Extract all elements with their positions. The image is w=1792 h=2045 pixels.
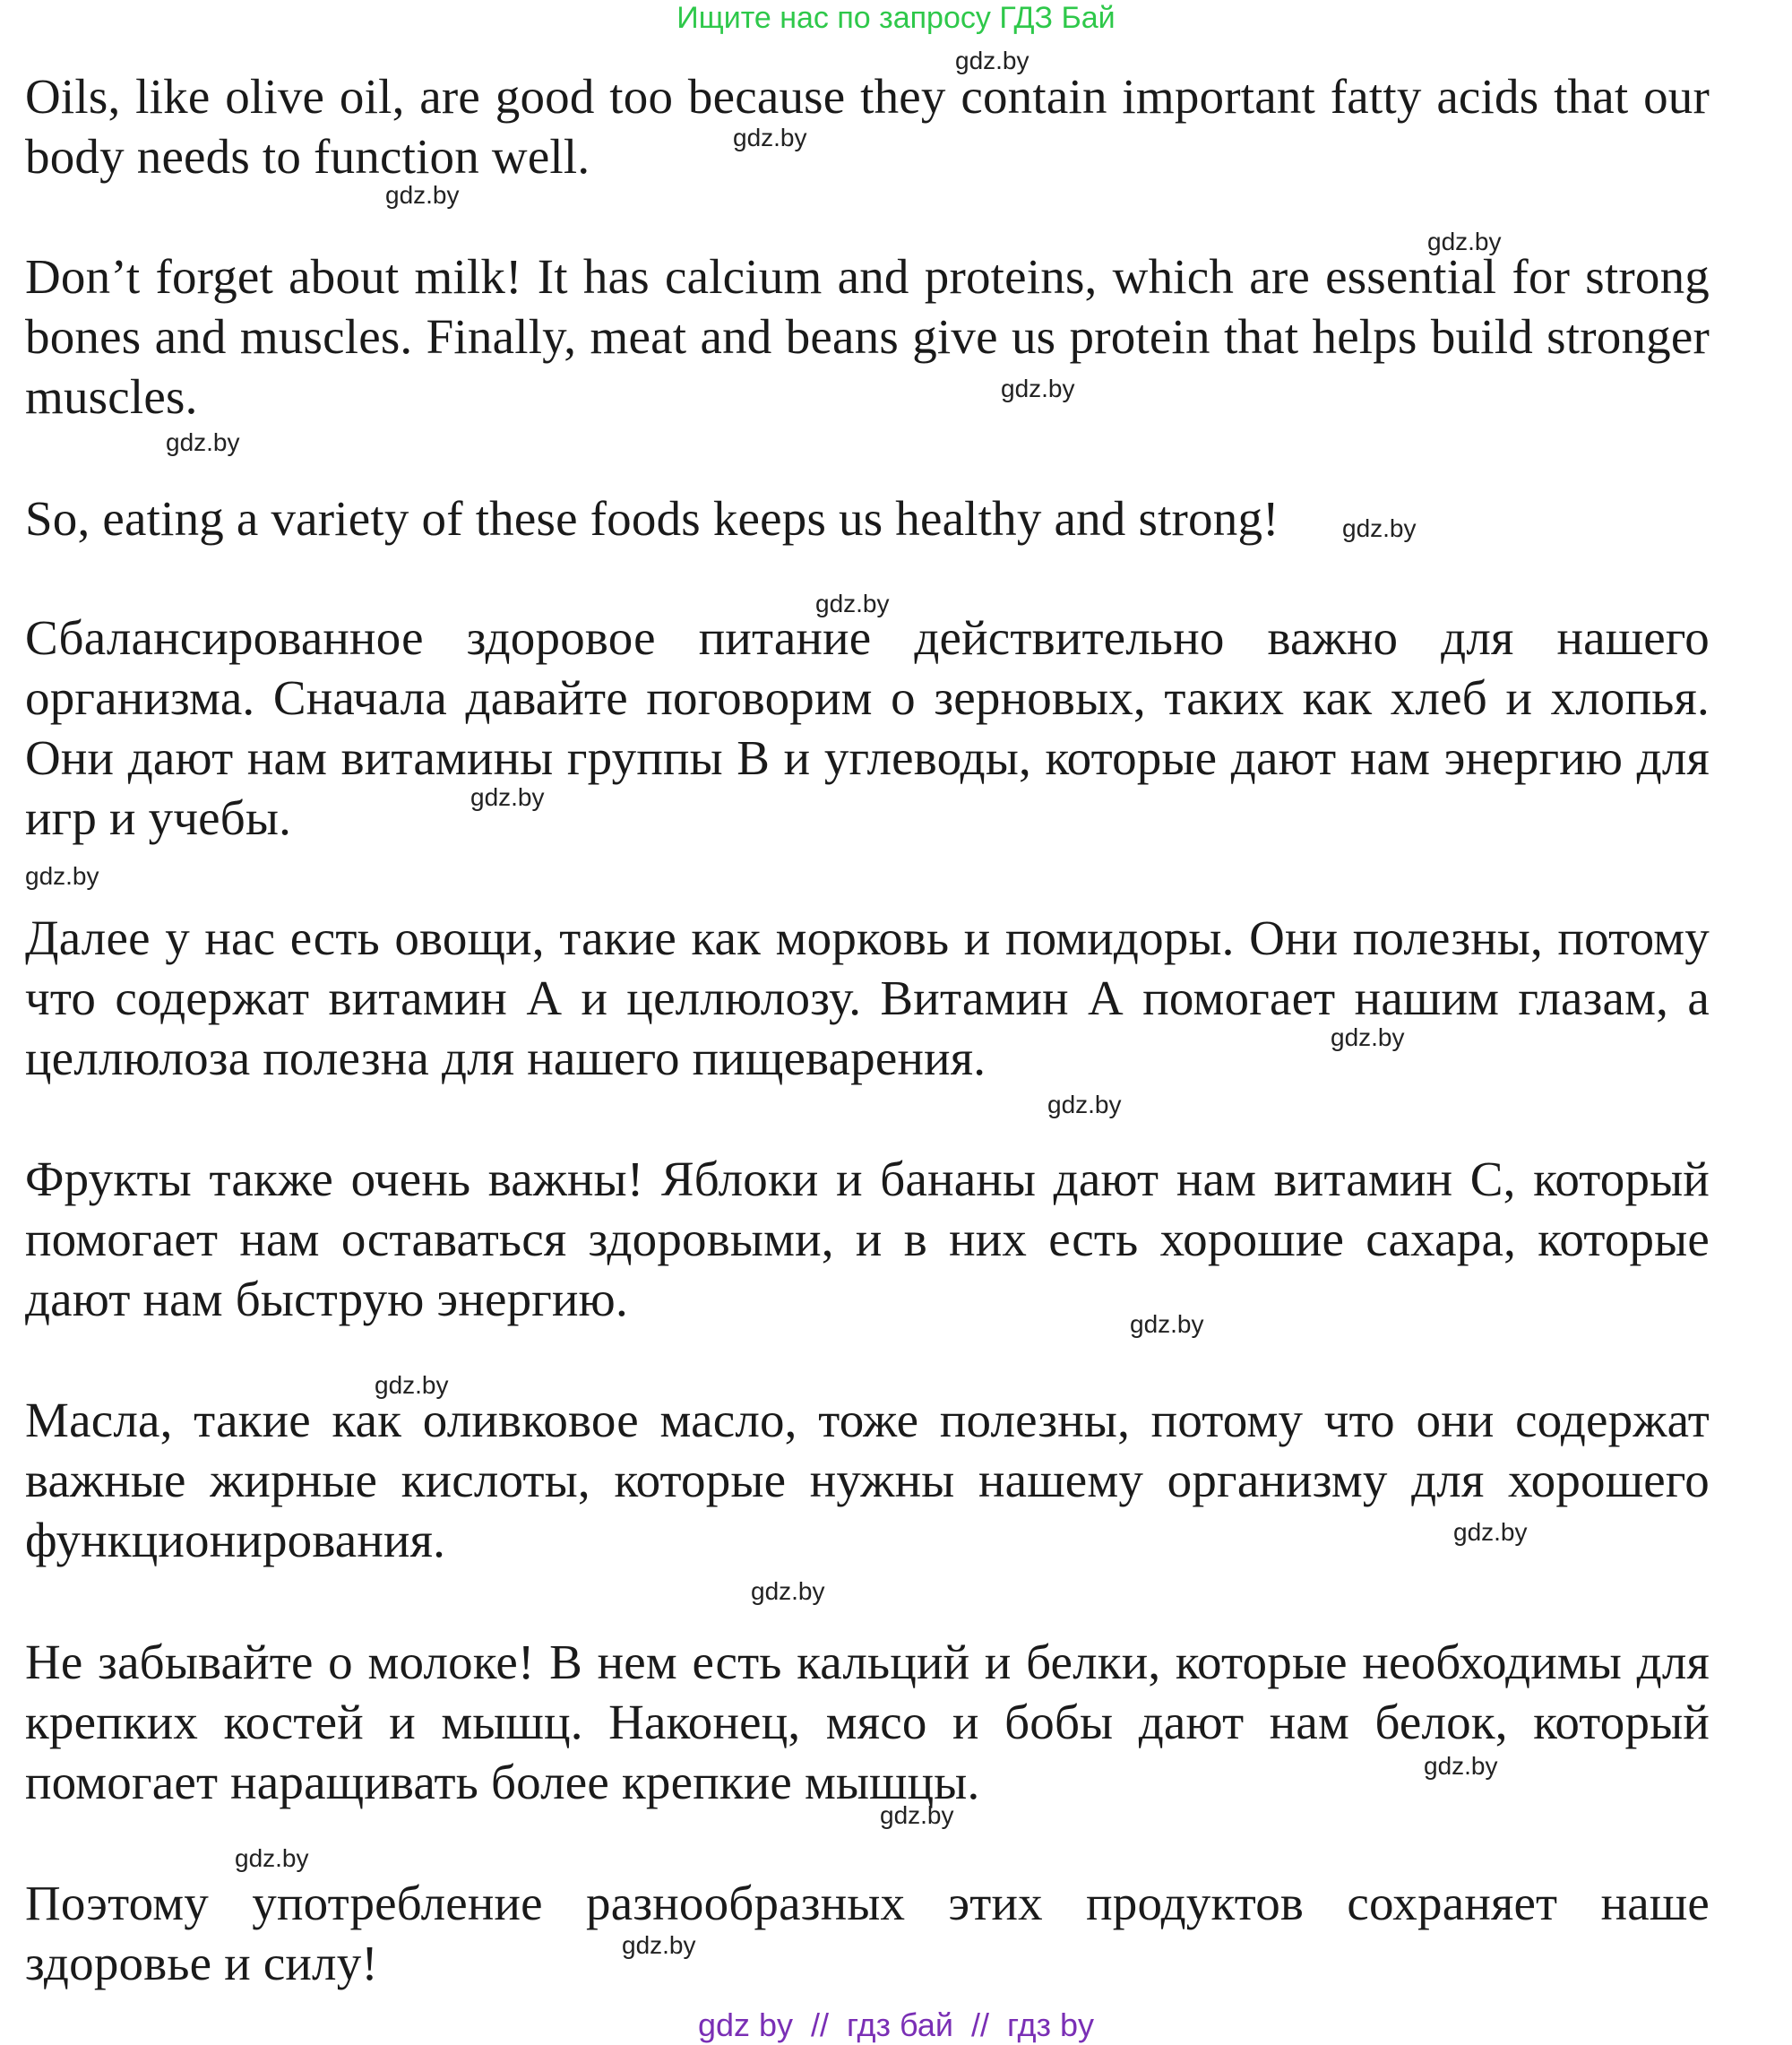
watermark: gdz.by [1001, 375, 1075, 402]
watermark: gdz.by [1342, 514, 1417, 542]
watermark: gdz.by [751, 1577, 825, 1605]
watermark: gdz.by [1453, 1518, 1528, 1546]
watermark: gdz.by [166, 428, 240, 456]
paragraph-milk-en: Don’t forget about milk! It has calcium and proteins, which are essential for strong bones and muscles. Finally, meat and beans give us protein that helps build stronger muscles. [25, 249, 1710, 424]
paragraph-fruits-ru: Фрукты также очень важны! Яблоки и бананы дают нам витамин С, который помогает нам оставаться здоровыми, и в них есть хорошие сахара, которые дают нам быструю энергию. [25, 1152, 1710, 1326]
watermark: gdz.by [955, 47, 1030, 74]
watermark: gdz.by [1331, 1023, 1405, 1051]
footer-links: gdz by // гдз бай // гдз by [697, 2006, 1095, 2043]
watermark: gdz.by [1424, 1752, 1498, 1780]
watermark: gdz.by [385, 181, 460, 209]
paragraph-milk-ru: Не забывайте о молоке! В нем есть кальций и белки, которые необходимы для крепких костей и мышц. Наконец, мясо и бобы дают нам белок, который помогает наращивать более крепкие мышцы. [25, 1635, 1710, 1809]
paragraph-summary-en: So, eating a variety of these foods keeps us healthy and strong! [25, 491, 1279, 546]
watermark: gdz.by [622, 1931, 696, 1959]
watermark: gdz.by [1047, 1091, 1122, 1118]
watermark: gdz.by [1130, 1310, 1204, 1338]
watermark: gdz.by [733, 124, 807, 151]
watermark: gdz.by [470, 783, 545, 811]
watermark: gdz.by [815, 590, 890, 617]
watermark: gdz.by [235, 1844, 309, 1872]
search-banner: Ищите нас по запросу ГДЗ Бай [676, 1, 1116, 35]
watermark: gdz.by [1427, 228, 1502, 255]
paragraph-oils-ru: Масла, такие как оливковое масло, тоже полезны, потому что они содержат важные жирные кислоты, которые нужны нашему организму для хорошего функционирования. [25, 1393, 1710, 1567]
watermark: gdz.by [375, 1371, 449, 1399]
paragraph-grains-ru: Сбалансированное здоровое питание действительно важно для нашего организма. Сначала давайте поговорим о зерновых, таких как хлеб и хлопья. Они дают нам витамины группы В и углеводы, которые дают нам энергию для игр и учебы. [25, 610, 1710, 845]
watermark: gdz.by [880, 1801, 954, 1829]
paragraph-summary-ru: Поэтому употребление разнообразных этих продуктов сохраняет наше здоровье и силу! [25, 1876, 1710, 1990]
watermark: gdz.by [25, 862, 99, 890]
paragraph-oils-en: Oils, like olive oil, are good too because they contain important fatty acids that our body needs to function well. [25, 69, 1710, 184]
paragraph-vegetables-ru: Далее у нас есть овощи, такие как морковь и помидоры. Они полезны, потому что содержат витамин А и целлюлозу. Витамин А помогает нашим глазам, а целлюлоза полезна для нашего пищеварения. [25, 910, 1710, 1085]
